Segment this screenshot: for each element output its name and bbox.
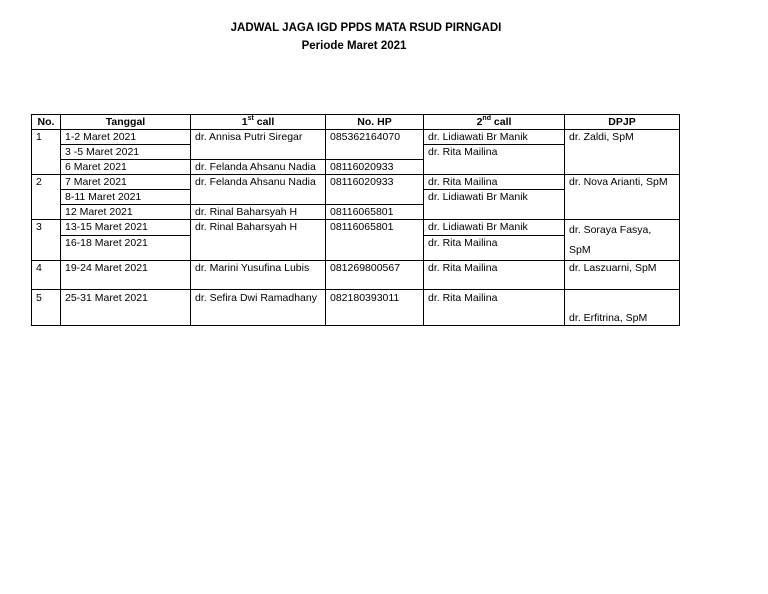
- cell-no: 4: [32, 261, 61, 290]
- cell-tanggal: 6 Maret 2021: [61, 160, 191, 175]
- cell-tanggal: 12 Maret 2021: [61, 205, 191, 220]
- cell-no-hp: 08116065801: [326, 205, 424, 220]
- cell-second-call: dr. Rita Mailina: [424, 290, 565, 326]
- cell-no-hp: 08116020933: [326, 175, 424, 205]
- header-no-hp: No. HP: [326, 115, 424, 130]
- cell-second-call: dr. Lidiawati Br Manik: [424, 220, 565, 236]
- cell-second-call: dr. Rita Mailina: [424, 236, 565, 261]
- cell-no: 2: [32, 175, 61, 220]
- cell-second-call: dr. Rita Mailina: [424, 175, 565, 190]
- cell-no-hp: 082180393011: [326, 290, 424, 326]
- document-title: JADWAL JAGA IGD PPDS MATA RSUD PIRNGADI: [230, 22, 502, 34]
- cell-first-call: dr. Felanda Ahsanu Nadia: [191, 175, 326, 205]
- cell-dpjp: dr. Zaldi, SpM: [565, 130, 680, 175]
- cell-tanggal: 1-2 Maret 2021: [61, 130, 191, 145]
- cell-no: 1: [32, 130, 61, 175]
- table-row: [32, 175, 680, 190]
- dpjp-title: SpM: [569, 244, 591, 256]
- cell-no: 3: [32, 220, 61, 261]
- table-row: [32, 130, 680, 145]
- cell-no-hp: 085362164070: [326, 130, 424, 160]
- header-no: No.: [32, 115, 61, 130]
- header-second-call: 2nd call: [424, 115, 565, 130]
- cell-no: 5: [32, 290, 61, 326]
- cell-dpjp: dr. Laszuarni, SpM: [565, 261, 680, 290]
- table-row: [32, 220, 680, 236]
- cell-tanggal: 19-24 Maret 2021: [61, 261, 191, 290]
- cell-second-call: dr. Rita Mailina: [424, 261, 565, 290]
- cell-second-call: dr. Lidiawati Br Manik: [424, 130, 565, 145]
- table-header-row: [32, 115, 680, 130]
- cell-tanggal: 13-15 Maret 2021: [61, 220, 191, 236]
- cell-first-call: dr. Sefira Dwi Ramadhany: [191, 290, 326, 326]
- schedule-table: [31, 114, 680, 326]
- table-row: [32, 261, 680, 290]
- header-dpjp: DPJP: [565, 115, 680, 130]
- cell-tanggal: 3 -5 Maret 2021: [61, 145, 191, 160]
- table-row: [32, 290, 680, 326]
- cell-second-call: dr. Lidiawati Br Manik: [424, 190, 565, 220]
- cell-tanggal: 16-18 Maret 2021: [61, 236, 191, 261]
- cell-no-hp: 08116020933: [326, 160, 424, 175]
- header-tanggal: Tanggal: [61, 115, 191, 130]
- cell-no-hp: 081269800567: [326, 261, 424, 290]
- cell-first-call: dr. Marini Yusufina Lubis: [191, 261, 326, 290]
- header-first-call: 1st call: [191, 115, 326, 130]
- cell-tanggal: 7 Maret 2021: [61, 175, 191, 190]
- cell-dpjp: dr. Erfitrina, SpM: [565, 290, 680, 326]
- cell-first-call: dr. Annisa Putri Siregar: [191, 130, 326, 160]
- cell-first-call: dr. Rinal Baharsyah H: [191, 220, 326, 261]
- cell-tanggal: 8-11 Maret 2021: [61, 190, 191, 205]
- cell-first-call: dr. Rinal Baharsyah H: [191, 205, 326, 220]
- document-subtitle: Periode Maret 2021: [301, 40, 407, 52]
- cell-dpjp: dr. Nova Arianti, SpM: [565, 175, 680, 220]
- cell-second-call: dr. Rita Mailina: [424, 145, 565, 175]
- dpjp-name: dr. Soraya Fasya,: [569, 224, 652, 236]
- cell-no-hp: 08116065801: [326, 220, 424, 261]
- cell-first-call: dr. Felanda Ahsanu Nadia: [191, 160, 326, 175]
- cell-dpjp: [565, 220, 680, 261]
- cell-tanggal: 25-31 Maret 2021: [61, 290, 191, 326]
